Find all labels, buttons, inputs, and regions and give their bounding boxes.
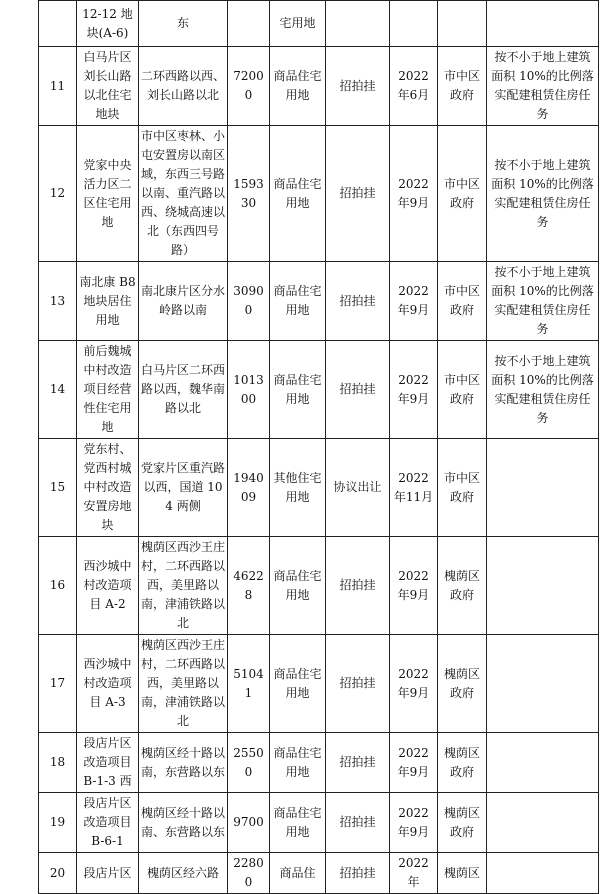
cell-note [487,853,599,894]
cell-land-location: 槐荫区西沙王庄村，二环西路以西，美里路以南，津浦铁路以北 [139,635,228,733]
cell-supply-time: 2022 年9月 [390,126,438,262]
cell-row-number: 13 [39,262,77,341]
cell-land-area: 46228 [228,537,270,635]
cell-land-area: 22800 [228,853,270,894]
cell-supply-time: 2022 年9月 [390,341,438,439]
table-row [39,733,599,793]
cell-land-location: 白马片区二环西路以西，魏华南路以北 [139,341,228,439]
cell-land-area: 30900 [228,262,270,341]
cell-row-number: 11 [39,47,77,126]
cell-supply-method: 招拍挂 [326,126,390,262]
table-row [39,262,599,341]
cell-supply-subject: 市中区政府 [438,47,487,126]
cell-row-number: 15 [39,439,77,537]
cell-supply-time: 2022 年9月 [390,635,438,733]
cell-land-location: 南北康片区分水岭路以南 [139,262,228,341]
table-row [39,853,599,894]
cell-row-number: 20 [39,853,77,894]
cell-note [487,635,599,733]
table-row [39,1,599,47]
cell-supply-subject: 市中区政府 [438,262,487,341]
cell-land-use: 商品住宅用地 [270,47,326,126]
cell-note [487,439,599,537]
cell-supply-time: 2022 年6月 [390,47,438,126]
cell-land-location: 党家片区重汽路以西，国道 104 两侧 [139,439,228,537]
cell-supply-method: 招拍挂 [326,733,390,793]
cell-land-use: 商品住 [270,853,326,894]
cell-supply-method: 招拍挂 [326,853,390,894]
cell-note: 按不小于地上建筑面积 10%的比例落实配建租赁住房任务 [487,47,599,126]
cell-land-use: 商品住宅用地 [270,262,326,341]
table-body [39,1,599,894]
cell-land-name: 党家中央活力区二区住宅用地 [77,126,139,262]
table-row [39,793,599,853]
cell-land-location: 东 [139,1,228,47]
cell-supply-method: 协议出让 [326,439,390,537]
table-row [39,635,599,733]
cell-land-name: 西沙城中村改造项目 A-2 [77,537,139,635]
cell-land-area: 194009 [228,439,270,537]
cell-supply-subject: 槐荫区 [438,853,487,894]
cell-supply-time: 2022 年11月 [390,439,438,537]
cell-note [487,537,599,635]
cell-supply-time: 2022 年 [390,853,438,894]
cell-land-use: 商品住宅用地 [270,635,326,733]
cell-land-name: 南北康 B8 地块居住用地 [77,262,139,341]
cell-land-use: 宅用地 [270,1,326,47]
cell-supply-subject: 槐荫区政府 [438,635,487,733]
cell-row-number: 16 [39,537,77,635]
cell-land-use: 商品住宅用地 [270,733,326,793]
cell-supply-method: 招拍挂 [326,341,390,439]
cell-land-area: 72000 [228,47,270,126]
cell-land-use: 商品住宅用地 [270,126,326,262]
cell-row-number: 19 [39,793,77,853]
table-row [39,126,599,262]
cell-land-area: 9700 [228,793,270,853]
cell-land-location: 市中区枣林、小屯安置房以南区域，东西三号路以南、重汽路以西、绕城高速以北（东西四号路） [139,126,228,262]
cell-land-area: 101300 [228,341,270,439]
cell-row-number [39,1,77,47]
cell-land-use: 其他住宅用地 [270,439,326,537]
cell-row-number: 17 [39,635,77,733]
cell-row-number: 18 [39,733,77,793]
cell-land-area: 51041 [228,635,270,733]
cell-land-location: 槐荫区经十路以南，东营路以东 [139,733,228,793]
cell-land-name: 白马片区刘长山路以北住宅地块 [77,47,139,126]
cell-land-use: 商品住宅用地 [270,793,326,853]
cell-land-use: 商品住宅用地 [270,341,326,439]
cell-supply-time: 2022 年9月 [390,793,438,853]
cell-supply-method [326,1,390,47]
cell-land-use: 商品住宅用地 [270,537,326,635]
table-row [39,439,599,537]
cell-land-location: 槐荫区西沙王庄村，二环西路以西，美里路以南，津浦铁路以北 [139,537,228,635]
cell-supply-subject: 槐荫区政府 [438,793,487,853]
cell-land-area [228,1,270,47]
table-row [39,341,599,439]
cell-supply-method: 招拍挂 [326,635,390,733]
cell-supply-subject: 槐荫区政府 [438,733,487,793]
cell-land-name: 党东村、党西村城中村改造安置房地块 [77,439,139,537]
table-row [39,537,599,635]
cell-land-name: 西沙城中村改造项目 A-3 [77,635,139,733]
cell-land-location: 槐荫区经六路 [139,853,228,894]
cell-note [487,793,599,853]
cell-supply-subject: 市中区政府 [438,126,487,262]
cell-supply-subject [438,1,487,47]
land-supply-table [38,0,599,894]
cell-supply-subject: 市中区政府 [438,341,487,439]
cell-land-area: 25500 [228,733,270,793]
cell-land-location: 二环西路以西、刘长山路以北 [139,47,228,126]
cell-land-name: 前后魏城中村改造项目经营性住宅用地 [77,341,139,439]
cell-land-name: 段店片区改造项目 B-1-3 西 [77,733,139,793]
cell-supply-time: 2022 年9月 [390,733,438,793]
cell-supply-time: 2022 年9月 [390,537,438,635]
cell-supply-method: 招拍挂 [326,47,390,126]
cell-note: 按不小于地上建筑面积 10%的比例落实配建租赁住房任务 [487,262,599,341]
cell-note [487,733,599,793]
cell-supply-time [390,1,438,47]
cell-note: 按不小于地上建筑面积 10%的比例落实配建租赁住房任务 [487,126,599,262]
cell-land-name: 12-12 地块(A-6) [77,1,139,47]
cell-land-area: 159330 [228,126,270,262]
cell-land-location: 槐荫区经十路以南、东营路以东 [139,793,228,853]
cell-supply-method: 招拍挂 [326,537,390,635]
cell-note: 按不小于地上建筑面积 10%的比例落实配建租赁住房任务 [487,341,599,439]
cell-supply-time: 2022 年9月 [390,262,438,341]
cell-row-number: 12 [39,126,77,262]
cell-land-name: 段店片区改造项目 B-6-1 [77,793,139,853]
cell-supply-method: 招拍挂 [326,793,390,853]
cell-supply-subject: 槐荫区政府 [438,537,487,635]
cell-land-name: 段店片区 [77,853,139,894]
cell-note [487,1,599,47]
cell-row-number: 14 [39,341,77,439]
table-row [39,47,599,126]
cell-supply-method: 招拍挂 [326,262,390,341]
cell-supply-subject: 市中区政府 [438,439,487,537]
